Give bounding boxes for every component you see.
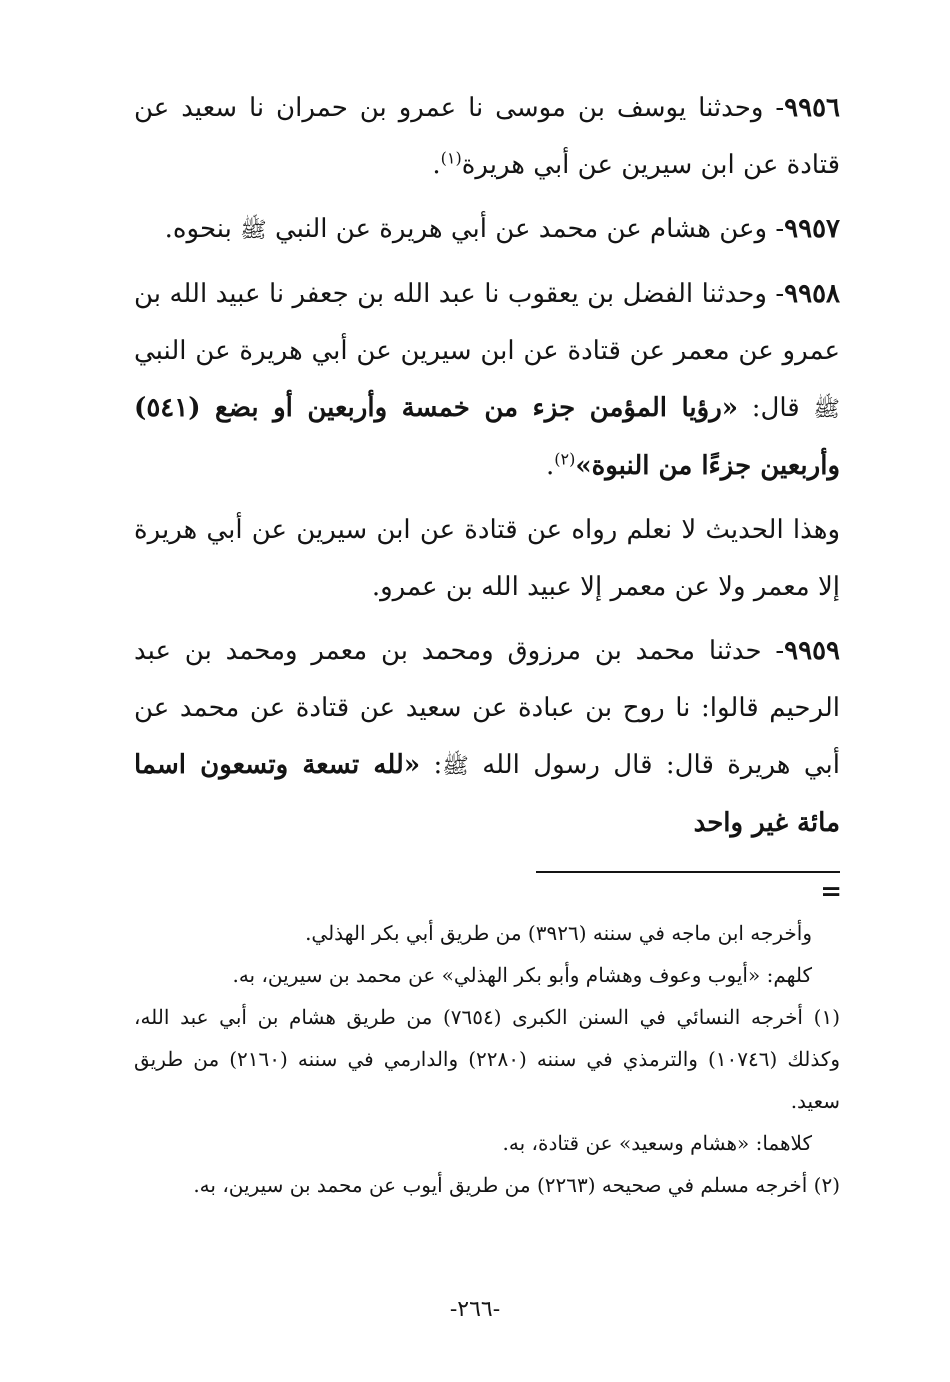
said-text: قال: [738,393,814,423]
hadith-end: . [546,451,555,481]
hadith-9957 [134,201,840,259]
footnote-1: (١) أخرجه النسائي في السنن الكبرى (٧٦٥٤) من طريق هشام بن أبي عبد الله، وكذلك (١٠٧٤٦) والترمذي في سننه (٢٢٨٠) والدارمي في سننه (٢١٦٠) من طريق سعيد. [134,1005,840,1113]
main-text [134,80,840,859]
continuation-mark: = [820,877,842,907]
author-comment: وهذا الحديث لا نعلم رواه عن قتادة عن ابن سيرين عن أبي هريرة إلا معمر ولا عن معمر إلا عبيد الله بن عمرو. [134,515,840,602]
colon: : [420,750,443,780]
footnote-2: (٢) أخرجه مسلم في صحيحه (٢٢٦٣) من طريق أيوب عن محمد بن سيرين، به. [193,1173,840,1197]
footnote-line: وأخرجه ابن ماجه في سننه (٣٩٢٦) من طريق أبي بكر الهذلي. [305,921,812,945]
footnote-separator [536,871,840,873]
footnote-1-summary: كلاهما: «هشام وسعيد» عن قتادة، به. [502,1131,812,1155]
hadith-matn: «لله تسعة وتسعون اسما مائة غير واحد [134,750,840,838]
hadith-text: - وحدثنا يوسف بن موسى نا عمرو بن حمران نا سعيد عن قتادة عن ابن سيرين عن أبي هريرة [134,93,840,180]
hadith-9959 [134,623,840,852]
salawat-glyph: ﷺ [813,397,840,422]
footnote-ref: (٢) [554,449,576,469]
hadith-9958 [134,266,840,495]
footnote-line: كلهم: «أيوب وعوف وهشام وأبو بكر الهذلي» عن محمد بن سيرين، به. [232,963,812,987]
footnote-ref: (١) [440,148,462,168]
hadith-text: - وحدثنا الفضل بن يعقوب نا عبد الله بن جعفر نا عبيد الله بن عمرو عن معمر عن قتادة عن ابن سيرين عن أبي هريرة عن النبي [134,279,840,366]
hadith-end: بنحوه. [164,214,241,244]
hadith-9956 [134,80,840,194]
hadith-text: - حدثنا محمد بن مرزوق ومحمد بن معمر ومحمد بن عبد الرحيم قالوا: نا روح بن عبادة عن سعيد عن قتادة عن محمد عن أبي هريرة قال: قال رسول الله [134,636,840,780]
hadith-end: . [432,150,441,180]
hadith-number: ٩٩٥٩ [784,636,840,666]
salawat-glyph: ﷺ [442,754,469,779]
hadith-matn: «رؤيا المؤمن جزء من خمسة وأربعين أو بضع (٥٤١) وأربعين جزءًا من النبوة» [134,393,840,481]
footnotes [134,912,840,1206]
hadith-number: ٩٩٥٦ [784,93,840,123]
hadith-number: ٩٩٥٨ [784,279,840,309]
page-number: -٢٦٦- [449,1297,501,1322]
hadith-number: ٩٩٥٧ [784,214,840,244]
salawat-glyph: ﷺ [240,218,267,243]
hadith-text: - وعن هشام عن محمد عن أبي هريرة عن النبي [274,214,785,244]
